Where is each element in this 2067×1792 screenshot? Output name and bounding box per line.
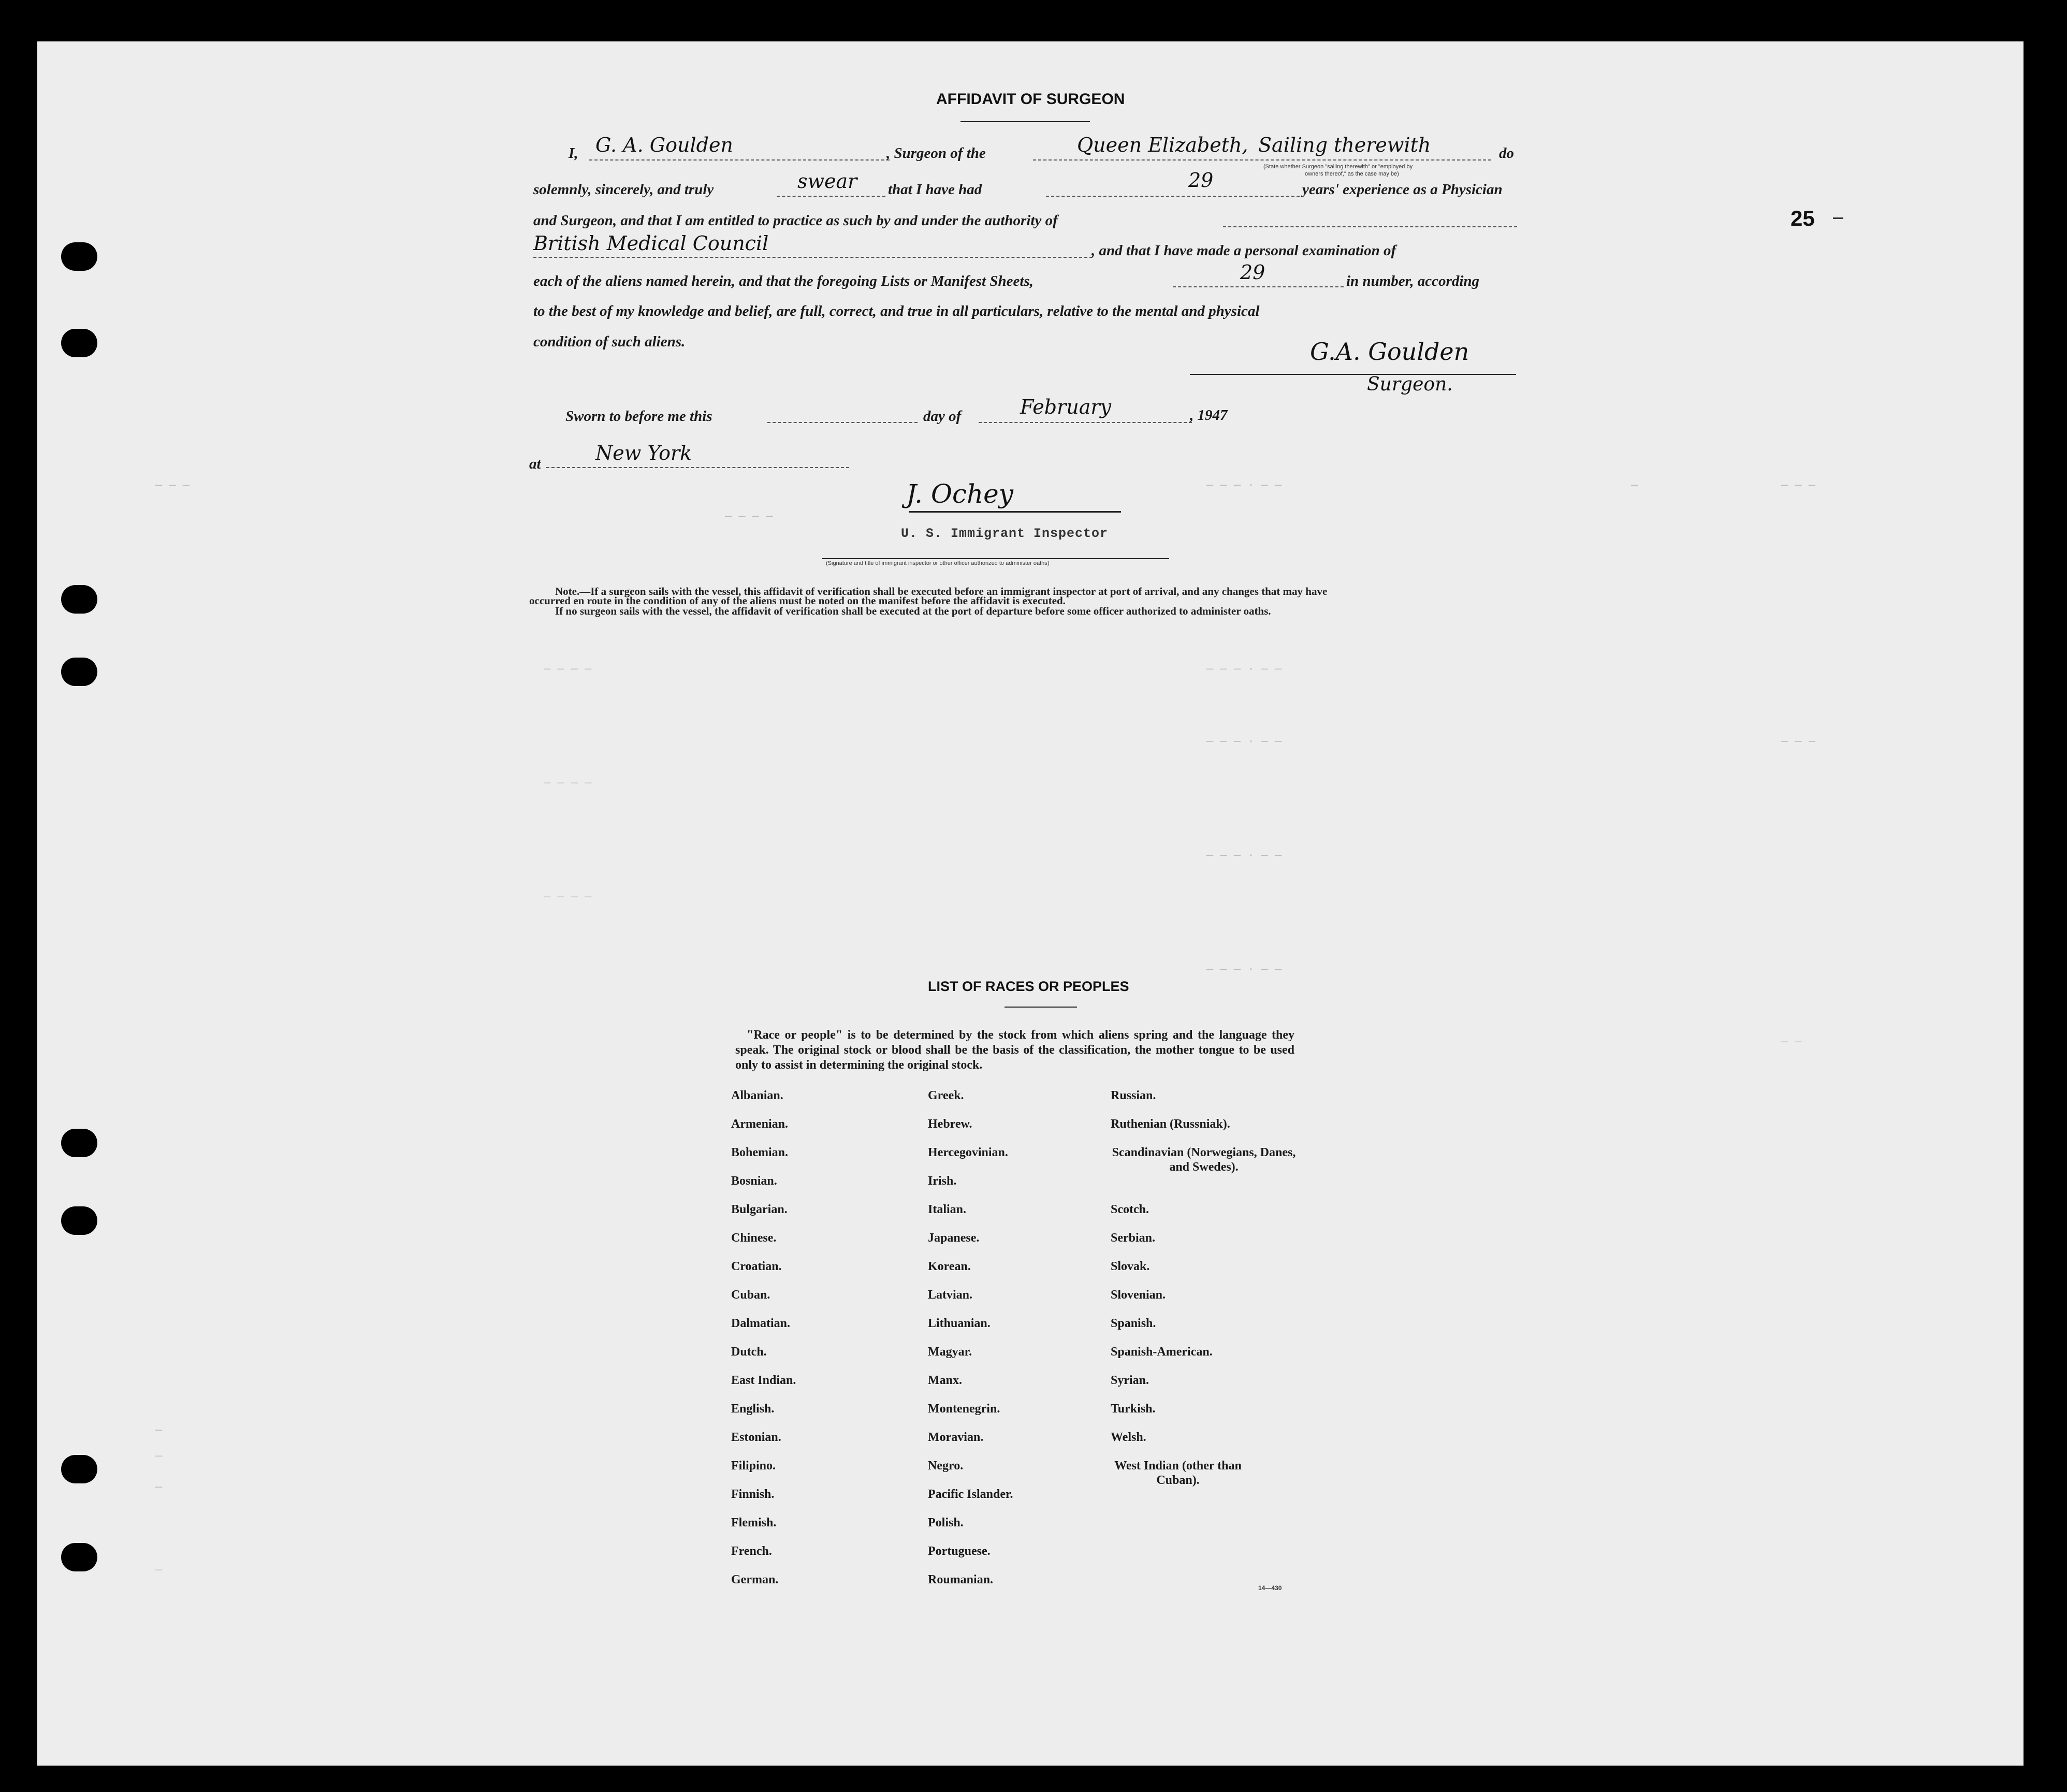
punch-hole xyxy=(61,1129,97,1157)
race-name: Polish. xyxy=(928,1516,964,1529)
bleed-through-marks: — — — · — — xyxy=(1206,849,1282,862)
surgeon-name: G. A. Goulden xyxy=(595,134,733,156)
race-name: Portuguese. xyxy=(928,1545,991,1558)
race-name: Estonian. xyxy=(731,1431,781,1444)
line6-text: to the best of my knowledge and belief, are full, correct, and true in all particulars, relative to the mental and physical xyxy=(533,303,1260,319)
note-line-2: occurred en route in the condition of any of the aliens must be noted on the manifest before the affidavit is executed. xyxy=(529,594,1066,607)
bleed-through-marks: — — xyxy=(1781,1036,1802,1048)
race-name: Croatian. xyxy=(731,1260,782,1273)
race-name: Spanish. xyxy=(1111,1317,1156,1330)
race-name: East Indian. xyxy=(731,1374,796,1387)
race-name: Greek. xyxy=(928,1089,964,1102)
races-column-3 xyxy=(1111,1088,1297,1490)
race-name: Bosnian. xyxy=(731,1174,777,1188)
race-name: Flemish. xyxy=(731,1516,777,1529)
bleed-through-marks: — — — · — — xyxy=(1206,735,1282,748)
years-line xyxy=(1046,196,1300,197)
line1-prefix: I, xyxy=(569,145,578,162)
race-name: Spanish-American. xyxy=(1111,1345,1213,1359)
surgeon-name-line xyxy=(589,159,890,161)
races-title-underline xyxy=(1005,1007,1077,1008)
sworn-year: , 1947 xyxy=(1190,407,1228,424)
races-column-1 xyxy=(731,1088,897,1601)
races-intro: "Race or people" is to be determined by the stock from which aliens spring and the language they speak. The original stock or blood shall be the basis of the classification, the mother tongue to be used only to assist in determining the original stock. xyxy=(735,1028,1294,1072)
ship-name: Queen Elizabeth, xyxy=(1077,134,1248,156)
title-underline xyxy=(960,121,1090,122)
race-name: Italian. xyxy=(928,1203,967,1216)
bleed-through-marks: — — — · — — xyxy=(1206,479,1282,492)
punch-hole xyxy=(61,585,97,614)
race-name: Slovak. xyxy=(1111,1260,1150,1273)
authority-line-top xyxy=(1223,226,1517,227)
note-line-3: If no surgeon sails with the vessel, the affidavit of verification shall be executed at the port of departure before some officer authorized to administer oaths. xyxy=(555,605,1271,617)
race-name: Hercegovinian. xyxy=(928,1146,1008,1159)
bleed-through-marks: — — — · — — xyxy=(1206,963,1282,976)
punch-hole xyxy=(61,242,97,271)
race-name: Lithuanian. xyxy=(928,1317,991,1330)
line5-suffix: in number, according xyxy=(1346,273,1480,289)
years-experience: 29 xyxy=(1188,169,1214,192)
line4-suffix: , and that I have made a personal examination of xyxy=(1091,242,1396,259)
signature-caption: Surgeon. xyxy=(1367,374,1453,395)
race-name: Serbian. xyxy=(1111,1231,1156,1245)
race-name: West Indian (other than Cuban). xyxy=(1114,1459,1242,1487)
sworn-prefix: Sworn to before me this xyxy=(565,408,712,425)
race-name: Korean. xyxy=(928,1260,971,1273)
race-name: Finnish. xyxy=(731,1488,775,1501)
race-name: Latvian. xyxy=(928,1288,973,1302)
bleed-through-marks: — xyxy=(1631,479,1638,492)
bleed-through-marks: — — — — xyxy=(544,777,592,790)
race-name: German. xyxy=(731,1573,779,1586)
race-name: French. xyxy=(731,1545,772,1558)
race-name: Scandinavian (Norwegians, Danes, and Swedes). xyxy=(1112,1146,1296,1174)
authority-line xyxy=(533,257,1093,258)
race-name: Cuban. xyxy=(731,1288,770,1302)
race-name: Armenian. xyxy=(731,1117,788,1131)
race-name: Albanian. xyxy=(731,1089,783,1102)
at-place-line xyxy=(546,467,849,468)
inspector-title-line xyxy=(822,558,1169,559)
sailing-status: Sailing therewith xyxy=(1258,134,1431,156)
punch-hole xyxy=(61,1543,97,1571)
line1-suffix: do xyxy=(1499,145,1514,162)
race-name: Irish. xyxy=(928,1174,957,1188)
line3-text: and Surgeon, and that I am entitled to practice as such by and under the authority of xyxy=(533,212,1058,229)
race-name: Montenegrin. xyxy=(928,1402,1000,1416)
punch-hole xyxy=(61,329,97,357)
bleed-through-marks: — xyxy=(155,1450,163,1463)
inspector-signature: J. Ochey xyxy=(906,479,1013,509)
race-name: Dalmatian. xyxy=(731,1317,790,1330)
line5-prefix: each of the aliens named herein, and that the foregoing Lists or Manifest Sheets, xyxy=(533,273,1034,289)
at-place: New York xyxy=(595,442,692,464)
bleed-through-marks: — — — xyxy=(1781,735,1816,748)
race-name-spacer xyxy=(1111,1187,1297,1202)
race-name: Chinese. xyxy=(731,1231,777,1245)
inspector-stamp: U. S. Immigrant Inspector xyxy=(901,526,1109,541)
sworn-day-label: day of xyxy=(923,408,962,425)
oath-word: swear xyxy=(797,170,857,193)
state-note-2: owners thereof," as the case may be) xyxy=(1305,171,1399,177)
bleed-through-marks: — — — — xyxy=(544,891,592,904)
bleed-through-marks: — — — — xyxy=(725,510,773,523)
race-name: Syrian. xyxy=(1111,1374,1149,1387)
page-number-dash xyxy=(1833,217,1843,219)
bleed-through-marks: — xyxy=(155,1481,163,1494)
oath-word-line xyxy=(777,196,885,197)
licensing-authority: British Medical Council xyxy=(533,232,769,255)
races-column-2 xyxy=(928,1088,1104,1601)
bleed-through-marks: — — — xyxy=(1781,479,1816,492)
race-name: Hebrew. xyxy=(928,1117,972,1131)
at-label: at xyxy=(529,456,541,472)
bleed-through-marks: — — — — xyxy=(544,663,592,676)
sheet-count: 29 xyxy=(1240,261,1265,284)
ship-name-line xyxy=(1033,159,1491,161)
race-name: English. xyxy=(731,1402,775,1416)
bleed-through-marks: — — — · — — xyxy=(1206,663,1282,676)
line2-mid: that I have had xyxy=(888,181,982,198)
bleed-through-marks: — xyxy=(155,1424,163,1437)
bleed-through-marks: — xyxy=(155,1564,163,1577)
line1-mid: , Surgeon of the xyxy=(886,145,986,162)
race-name: Japanese. xyxy=(928,1231,980,1245)
affidavit-title: AFFIDAVIT OF SURGEON xyxy=(936,91,1125,108)
line2-suffix: years' experience as a Physician xyxy=(1302,181,1503,198)
race-name: Scotch. xyxy=(1111,1203,1149,1216)
race-name: Negro. xyxy=(928,1459,964,1473)
note-line-1: Note.—If a surgeon sails with the vessel, this affidavit of verification shall be executed before an immigrant inspector at port of arrival, and any changes that may have xyxy=(555,585,1328,598)
race-name: Bohemian. xyxy=(731,1146,789,1159)
signature-line xyxy=(1190,374,1516,375)
race-name: Roumanian. xyxy=(928,1573,994,1586)
line7-text: condition of such aliens. xyxy=(533,333,686,350)
race-name: Ruthenian (Russniak). xyxy=(1111,1117,1230,1131)
sworn-month: February xyxy=(1020,396,1112,418)
state-note-1: (State whether Surgeon "sailing therewith" or "employed by xyxy=(1263,164,1413,170)
race-name: Turkish. xyxy=(1111,1402,1156,1416)
race-name: Slovenian. xyxy=(1111,1288,1166,1302)
races-list-title: LIST OF RACES OR PEOPLES xyxy=(928,979,1129,994)
inspector-signature-line xyxy=(909,511,1121,513)
bleed-through-marks: — — — xyxy=(155,479,190,492)
race-name: Pacific Islander. xyxy=(928,1488,1013,1501)
punch-hole xyxy=(61,1206,97,1235)
race-name: Manx. xyxy=(928,1374,962,1387)
race-name: Welsh. xyxy=(1111,1431,1146,1444)
race-name: Bulgarian. xyxy=(731,1203,788,1216)
sworn-day-line xyxy=(767,422,918,423)
surgeon-signature: G.A. Goulden xyxy=(1310,338,1469,366)
sheet-count-line xyxy=(1173,286,1344,287)
race-name: Filipino. xyxy=(731,1459,776,1473)
inspector-caption: (Signature and title of immigrant inspector or other officer authorized to administer oaths) xyxy=(826,560,1050,566)
race-name: Dutch. xyxy=(731,1345,767,1359)
punch-hole xyxy=(61,658,97,686)
race-name: Magyar. xyxy=(928,1345,972,1359)
line2-prefix: solemnly, sincerely, and truly xyxy=(533,181,714,198)
punch-hole xyxy=(61,1455,97,1483)
form-number: 14—430 xyxy=(1258,1584,1282,1592)
race-name: Moravian. xyxy=(928,1431,984,1444)
race-name: Russian. xyxy=(1111,1089,1156,1102)
sworn-month-line xyxy=(979,422,1192,423)
page-number: 25 xyxy=(1791,206,1815,230)
